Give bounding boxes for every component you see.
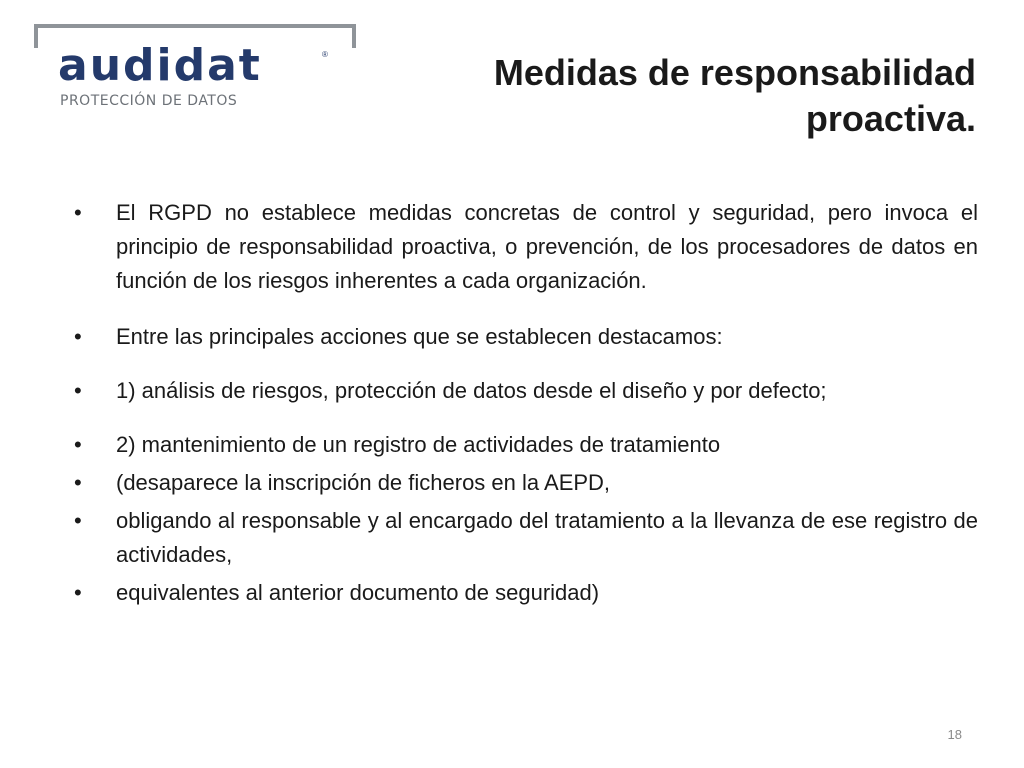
bullet-item xyxy=(74,196,978,298)
bullet-item xyxy=(74,466,978,500)
bullet-text: 1) análisis de riesgos, protección de datos desde el diseño y por defecto; xyxy=(116,378,827,403)
logo-wordmark: audidat xyxy=(58,40,262,91)
bullet-icon: • xyxy=(74,200,82,225)
bullet-item xyxy=(74,504,978,572)
bullet-icon: • xyxy=(74,470,82,495)
bullet-icon: • xyxy=(74,432,82,457)
bullet-text: El RGPD no establece medidas concretas de control y seguridad, pero invoca el principio de responsabilidad proactiva, o prevención, de los procesadores de datos en función de los riesgos inherentes a cada organización. xyxy=(116,200,978,293)
logo-registered-mark: ® xyxy=(322,50,328,59)
bullet-icon: • xyxy=(74,378,82,403)
bullet-icon: • xyxy=(74,324,82,349)
bullet-text: (desaparece la inscripción de ficheros en la AEPD, xyxy=(116,470,611,495)
bullet-text: equivalentes al anterior documento de seguridad) xyxy=(116,580,600,605)
bullet-item xyxy=(74,576,978,610)
slide-title: Medidas de responsabilidad proactiva. xyxy=(493,52,976,139)
page-number: 18 xyxy=(947,727,962,742)
bullet-item xyxy=(74,374,978,408)
bullet-text: Entre las principales acciones que se establecen destacamos: xyxy=(116,324,723,349)
bullet-text: 2) mantenimiento de un registro de actividades de tratamiento xyxy=(116,432,721,457)
bullet-item xyxy=(74,428,978,462)
bullet-item xyxy=(74,320,978,354)
logo-subtitle: PROTECCIÓN DE DATOS xyxy=(60,93,238,109)
bullet-list xyxy=(74,196,978,610)
bullet-text: obligando al responsable y al encargado del tratamiento a la llevanza de ese registro de actividades, xyxy=(116,508,978,567)
bullet-icon: • xyxy=(74,580,82,605)
bullet-icon: • xyxy=(74,508,82,533)
audidat-logo xyxy=(34,24,350,109)
